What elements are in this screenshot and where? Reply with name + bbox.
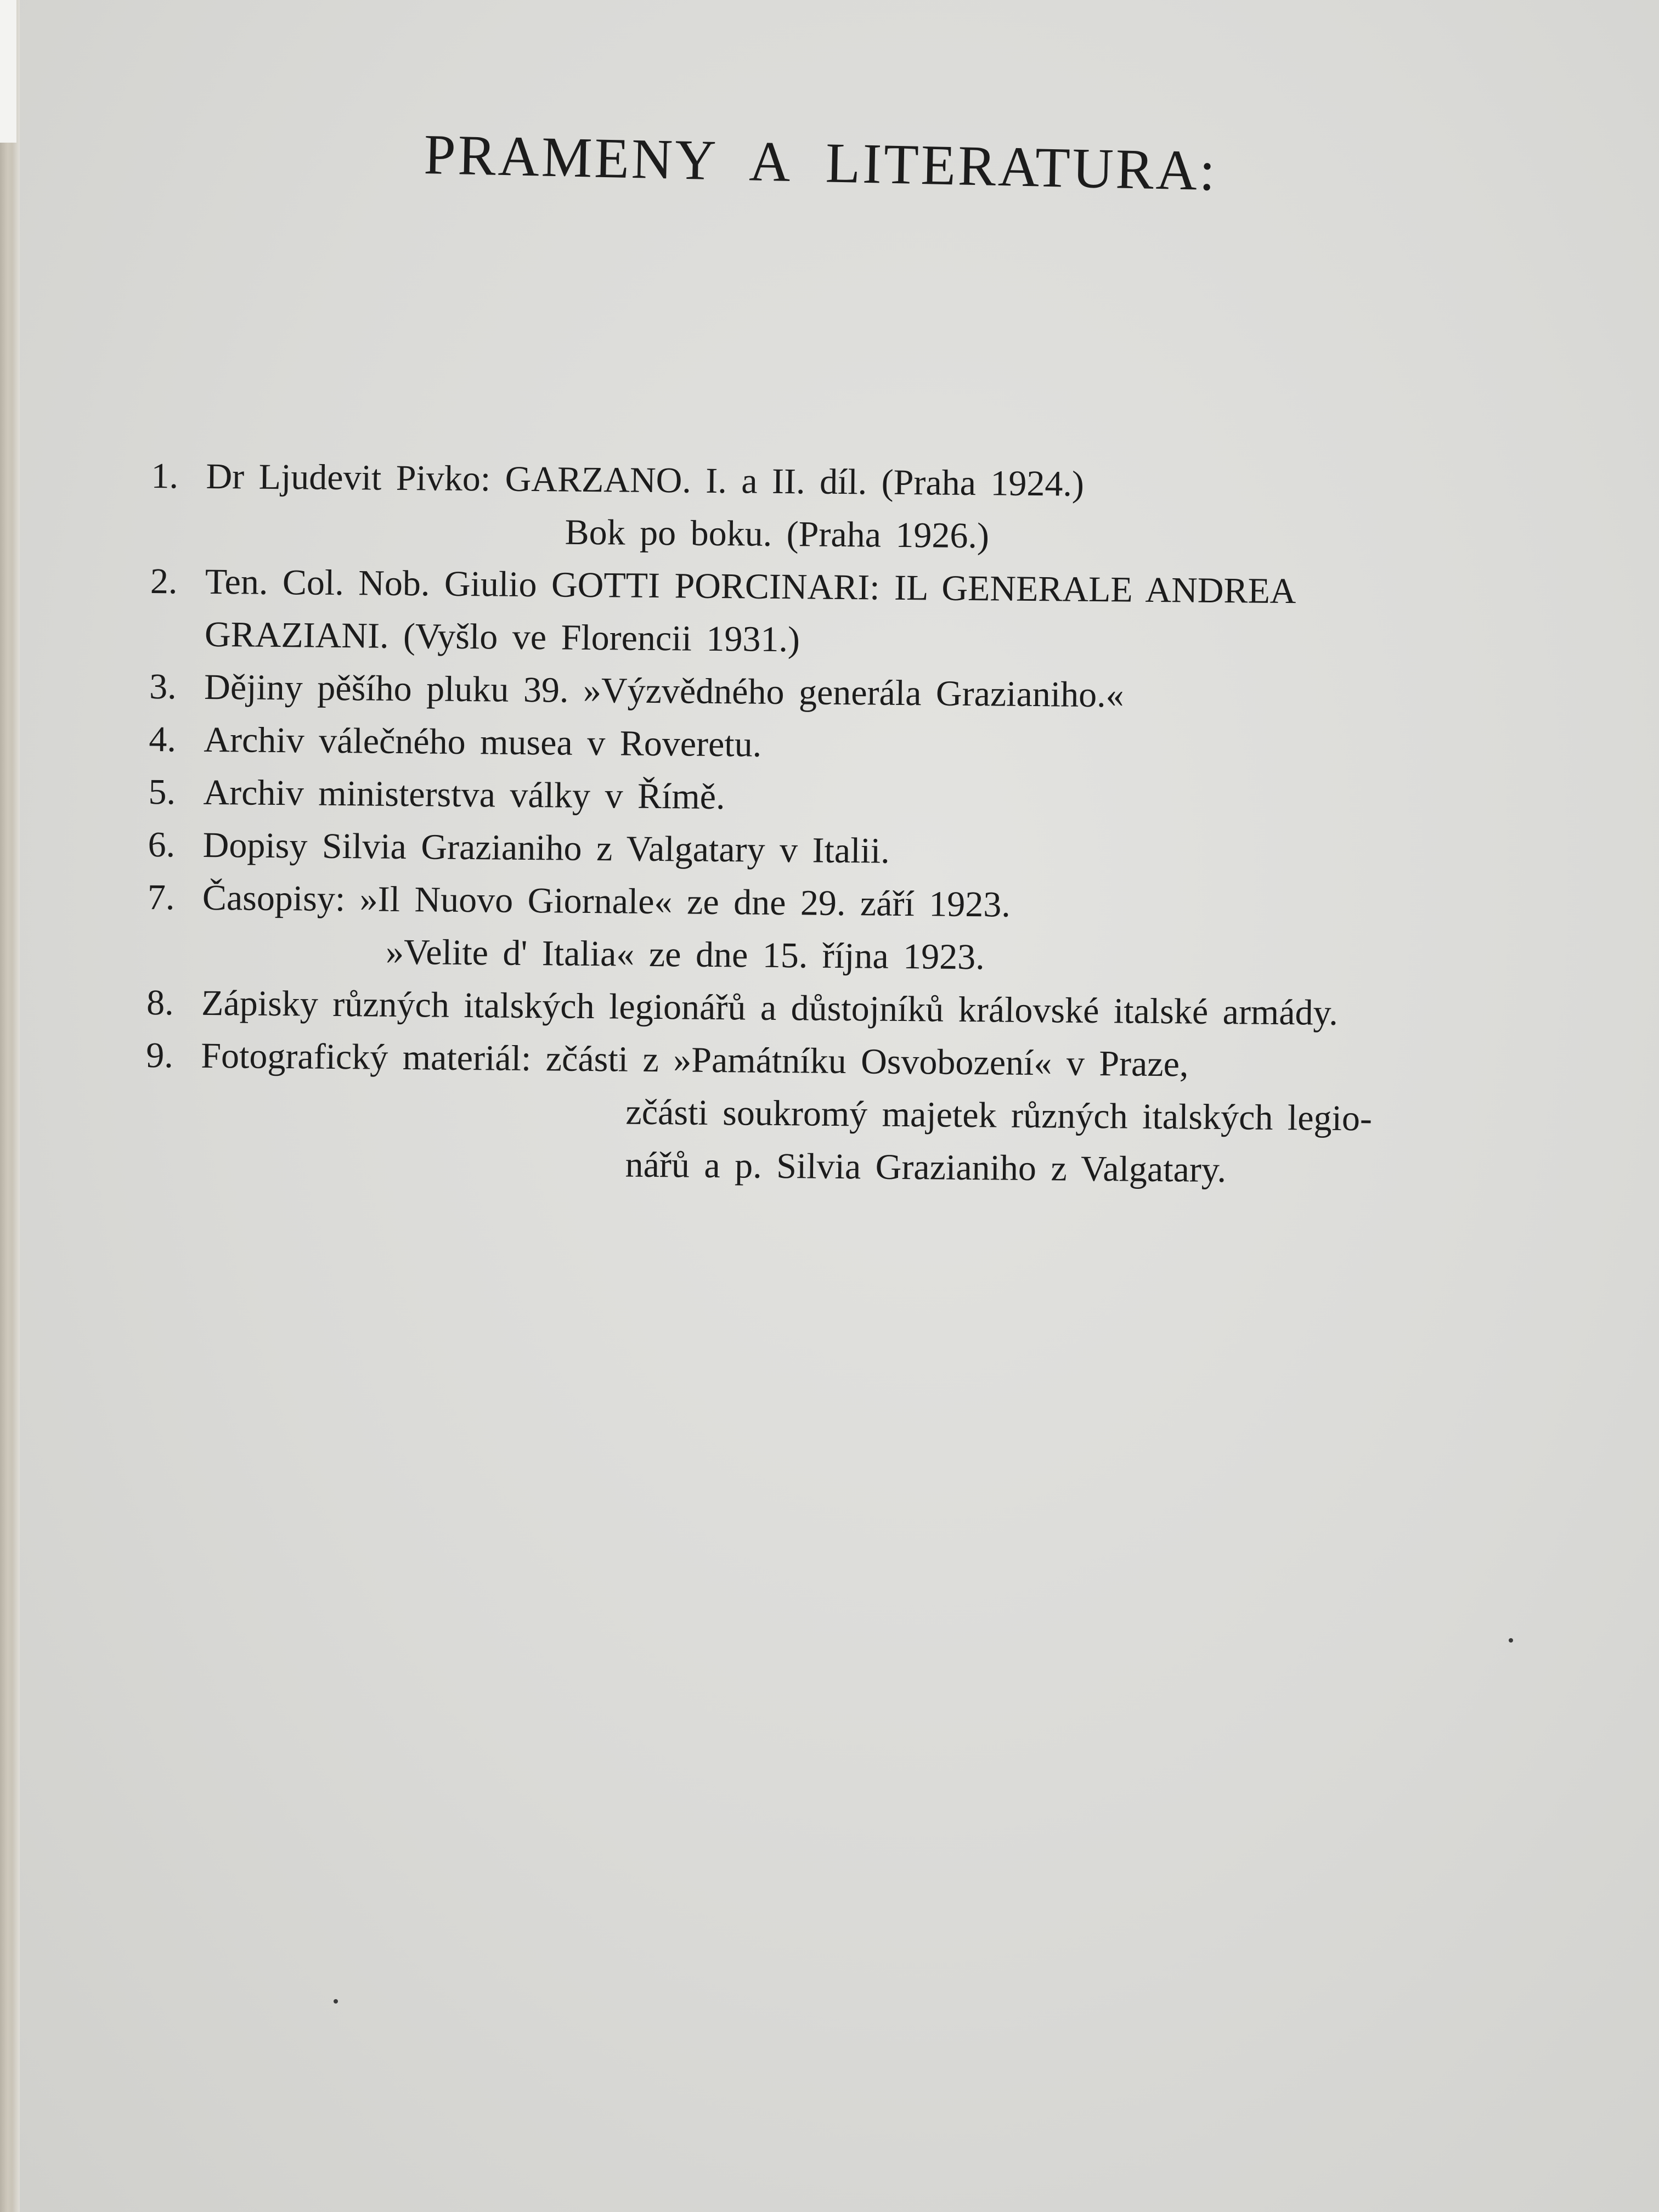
item-text: Ten. Col. Nob. Giulio GOTTI PORCINARI: IL GENERALE ANDREA bbox=[205, 561, 1296, 612]
item-text: Archiv ministerstva války v Římě. bbox=[203, 772, 725, 817]
item-text: nářů a p. Silvia Grazianiho z Valgatary. bbox=[625, 1144, 1227, 1190]
item-text: Zápisky různých italských legionářů a důstojníků královské italské armády. bbox=[201, 983, 1339, 1033]
item-text: Archiv válečného musea v Roveretu. bbox=[204, 719, 762, 765]
book-binding-edge bbox=[0, 0, 20, 2212]
item-text: Fotografický materiál: zčásti z »Památníku Osvobození« v Praze, bbox=[201, 1035, 1189, 1085]
item-number: 5. bbox=[148, 771, 176, 812]
item-number: 7. bbox=[147, 877, 175, 918]
item-number: 2. bbox=[150, 561, 178, 602]
item-number: 3. bbox=[149, 666, 177, 707]
item-number: 1. bbox=[151, 455, 179, 496]
paper-speck bbox=[334, 1999, 338, 2004]
item-text: Bok po boku. (Praha 1926.) bbox=[565, 512, 990, 556]
item-number: 6. bbox=[148, 824, 176, 865]
item-text: Časopisy: »Il Nuovo Giornale« ze dne 29. září 1923. bbox=[202, 877, 1011, 925]
item-text: Dr Ljudevit Pivko: GARZANO. I. a II. díl. (Praha 1924.) bbox=[206, 456, 1085, 504]
book-page bbox=[20, 0, 1659, 2212]
item-text: GRAZIANI. (Vyšlo ve Florencii 1931.) bbox=[204, 614, 800, 660]
item-text: zčásti soukromý majetek různých italských legio- bbox=[625, 1092, 1373, 1139]
item-number: 8. bbox=[146, 982, 174, 1023]
item-number: 4. bbox=[149, 719, 177, 760]
item-text: Dopisy Silvia Grazianiho z Valgatary v Italii. bbox=[202, 825, 890, 871]
page-title: PRAMENY A LITERATURA: bbox=[423, 122, 1218, 203]
source-list bbox=[145, 450, 1534, 1199]
item-text: »Velite d' Italia« ze dne 15. října 1923. bbox=[385, 932, 985, 978]
item-number: 9. bbox=[146, 1035, 174, 1076]
item-text: Dějiny pěšího pluku 39. »Výzvědného generála Grazianiho.« bbox=[204, 667, 1125, 715]
paper-speck bbox=[1509, 1638, 1513, 1643]
